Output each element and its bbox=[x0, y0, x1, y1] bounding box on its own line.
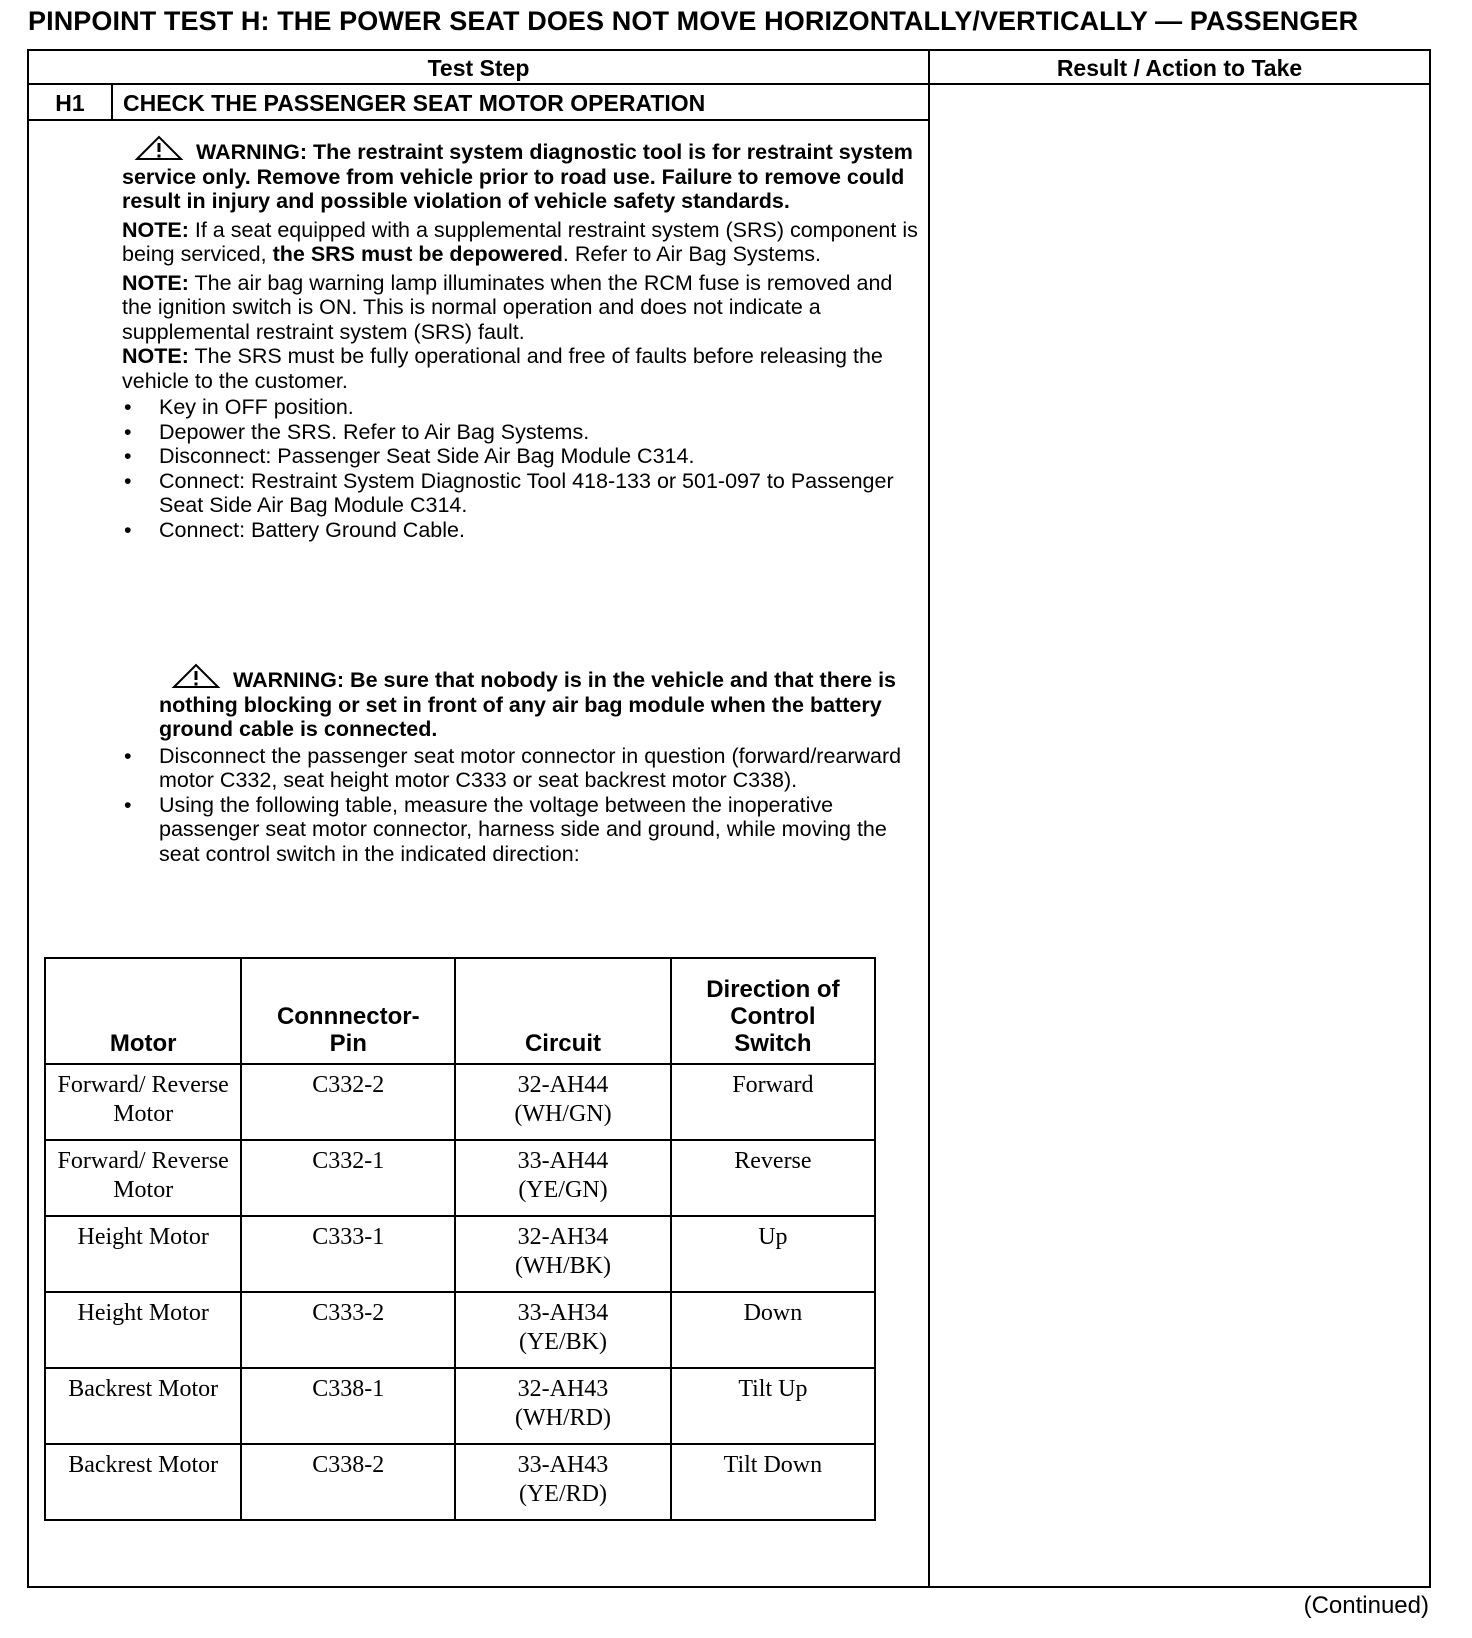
cell-pin: C332-1 bbox=[241, 1140, 455, 1216]
cell-motor: Backrest Motor bbox=[45, 1368, 241, 1444]
cell-direction: Down bbox=[671, 1292, 875, 1368]
cell-circuit: 33-AH44 (YE/GN) bbox=[455, 1140, 671, 1216]
list-item: • Disconnect the passenger seat motor connector in question (forward/rearward motor C332, seat height motor C333 or seat backrest motor C338). bbox=[122, 744, 922, 793]
column-header-direction: Direction of Control Switch bbox=[671, 958, 875, 1064]
column-header-motor: Motor bbox=[45, 958, 241, 1064]
cell-motor: Height Motor bbox=[45, 1292, 241, 1368]
test-table bbox=[27, 49, 1431, 1588]
column-divider bbox=[928, 51, 930, 1586]
cell-circuit: 33-AH34 (YE/BK) bbox=[455, 1292, 671, 1368]
note-3-text: The SRS must be fully operational and free of faults before releasing the vehicle to the customer. bbox=[122, 344, 883, 393]
cell-circuit: 32-AH44 (WH/GN) bbox=[455, 1064, 671, 1140]
step-id-divider bbox=[111, 85, 113, 121]
cell-motor: Height Motor bbox=[45, 1216, 241, 1292]
warning-block-2 bbox=[122, 663, 922, 742]
note-label: NOTE: bbox=[122, 344, 189, 368]
cell-motor: Forward/ Reverse Motor bbox=[45, 1064, 241, 1140]
note-1-text-b: . Refer to Air Bag Systems. bbox=[562, 242, 822, 266]
step-title: CHECK THE PASSENGER SEAT MOTOR OPERATION bbox=[123, 90, 706, 116]
table-row bbox=[45, 1368, 875, 1444]
table-row bbox=[45, 1444, 875, 1520]
note-1 bbox=[122, 218, 922, 267]
column-header-connector-pin: Connnector-Pin bbox=[241, 958, 455, 1064]
table-row bbox=[45, 1064, 875, 1140]
cell-direction: Forward bbox=[671, 1064, 875, 1140]
note-1-text-a: If a seat equipped with a supplemental restraint system (SRS) component is being serviced, bbox=[122, 217, 918, 266]
note-3 bbox=[122, 344, 922, 393]
warning-triangle-icon bbox=[171, 663, 221, 689]
note-2 bbox=[122, 271, 922, 345]
note-1-bold: the SRS must be depowered bbox=[272, 242, 563, 266]
step-id: H1 bbox=[55, 90, 85, 116]
warning-text-2: WARNING: Be sure that nobody is in the vehicle and that there is nothing blocking or set in front of any air bag module when the battery ground cable is connected. bbox=[159, 668, 897, 741]
cell-direction: Tilt Down bbox=[671, 1444, 875, 1520]
cell-motor: Backrest Motor bbox=[45, 1444, 241, 1520]
list-item: • Key in OFF position. bbox=[122, 395, 922, 420]
step-title-divider bbox=[29, 119, 928, 121]
page-title: PINPOINT TEST H: THE POWER SEAT DOES NOT MOVE HORIZONTALLY/VERTICALLY — PASSENGER bbox=[28, 6, 1359, 36]
warning-text-1: WARNING: The restraint system diagnostic tool is for restraint system service only. Remove from vehicle prior to road use. Failure to remove could result in injury and possible violation of vehicle safety standards. bbox=[122, 140, 913, 213]
cell-circuit: 33-AH43 (YE/RD) bbox=[455, 1444, 671, 1520]
note-2-text: The air bag warning lamp illuminates when the RCM fuse is removed and the ignition switch is ON. This is normal operation and does not indicate a supplemental restraint system (SRS) fault. bbox=[122, 270, 893, 344]
continued-label: (Continued) bbox=[1303, 1592, 1429, 1619]
cell-pin: C333-1 bbox=[241, 1216, 455, 1292]
cell-pin: C338-2 bbox=[241, 1444, 455, 1520]
list-item: • Connect: Battery Ground Cable. bbox=[122, 518, 922, 543]
cell-circuit: 32-AH34 (WH/BK) bbox=[455, 1216, 671, 1292]
table-row bbox=[45, 1216, 875, 1292]
table-row bbox=[45, 1292, 875, 1368]
column-header-circuit: Circuit bbox=[455, 958, 671, 1064]
table-header-row bbox=[45, 958, 875, 1064]
cell-pin: C333-2 bbox=[241, 1292, 455, 1368]
list-item: • Depower the SRS. Refer to Air Bag Systems. bbox=[122, 420, 922, 445]
cell-circuit: 32-AH43 (WH/RD) bbox=[455, 1368, 671, 1444]
bullet-list-1 bbox=[122, 395, 922, 542]
cell-pin: C332-2 bbox=[241, 1064, 455, 1140]
warning-triangle-icon bbox=[134, 135, 184, 161]
motor-voltage-table bbox=[44, 957, 876, 1521]
warning-block-1 bbox=[122, 135, 922, 214]
cell-pin: C338-1 bbox=[241, 1368, 455, 1444]
step-instructions bbox=[122, 135, 922, 542]
cell-direction: Reverse bbox=[671, 1140, 875, 1216]
list-item: • Disconnect: Passenger Seat Side Air Bag Module C314. bbox=[122, 444, 922, 469]
note-label: NOTE: bbox=[122, 217, 189, 242]
table-row bbox=[45, 1140, 875, 1216]
cell-direction: Up bbox=[671, 1216, 875, 1292]
cell-direction: Tilt Up bbox=[671, 1368, 875, 1444]
test-step-header: Test Step bbox=[427, 55, 530, 81]
cell-motor: Forward/ Reverse Motor bbox=[45, 1140, 241, 1216]
note-label: NOTE: bbox=[122, 270, 189, 295]
list-item: • Connect: Restraint System Diagnostic Tool 418-133 or 501-097 to Passenger Seat Side Air Bag Module C314. bbox=[122, 469, 922, 518]
step-instructions-2 bbox=[122, 663, 922, 866]
list-item: • Using the following table, measure the voltage between the inoperative passenger seat motor connector, harness side and ground, while moving the seat control switch in the indicated direction: bbox=[122, 793, 922, 867]
result-header: Result / Action to Take bbox=[1056, 55, 1303, 81]
bullet-list-2 bbox=[122, 744, 922, 867]
